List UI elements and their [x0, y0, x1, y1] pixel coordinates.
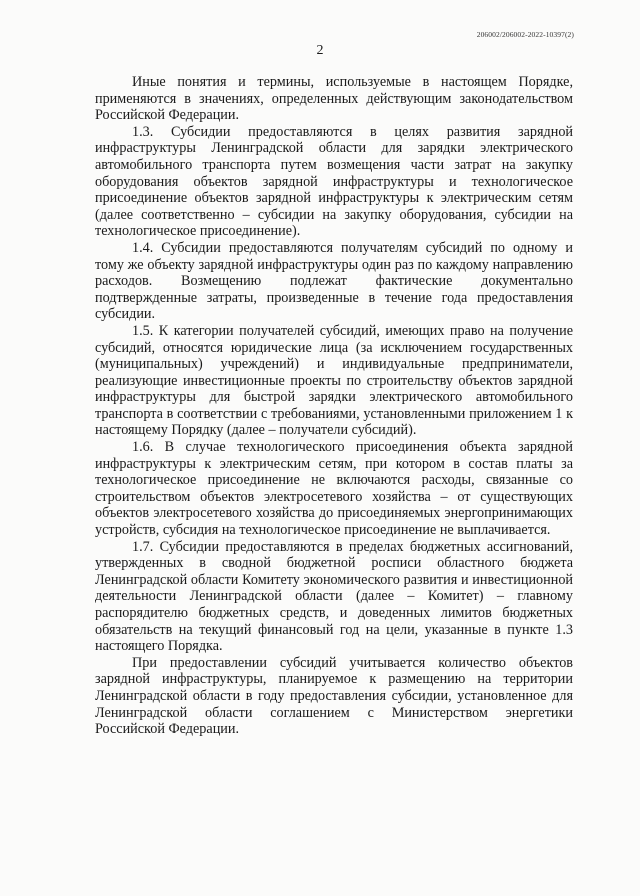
paragraph-infrastructure-count: При предоставлении субсидий учитывается количество объектов зарядной инфраструктуры, планируемое к размещению на территории Ленинградской области в году предоставления субсидии, установленное для Ленинградской области соглашением с Министерством энергетики Российской Федерации. — [95, 654, 573, 738]
paragraph-1-5: 1.5. К категории получателей субсидий, имеющих право на получение субсидий, относятся юридические лица (за исключением государственных (муниципальных) учреждений) и индивидуальные предприниматели, реализующие инвестиционные проекты по строительству объектов зарядной инфраструктуры для быстрой зарядки электрического автомобильного транспорта в соответствии с требованиями, установленными приложением 1 к настоящему Порядку (далее – получатели субсидий). — [95, 322, 573, 439]
paragraph-1-7: 1.7. Субсидии предоставляются в пределах бюджетных ассигнований, утвержденных в сводной бюджетной росписи областного бюджета Ленинградской области Комитету экономического развития и инвестиционной деятельности Ленинградской области (далее – Комитет) – главному распорядителю бюджетных средств, и доведенных лимитов бюджетных обязательств на текущий финансовый год на цели, указанные в пункте 1.3 настоящего Порядка. — [95, 538, 573, 655]
page-number: 2 — [316, 43, 324, 58]
document-id: 206002/206002-2022-10397(2) — [476, 30, 574, 39]
paragraph-1-4: 1.4. Субсидии предоставляются получателям субсидий по одному и тому же объекту зарядной инфраструктуры один раз по каждому направлению расходов. Возмещению подлежат фактические документально подтвержденные затраты, произведенные в течение года предоставления субсидии. — [95, 239, 573, 323]
document-body — [95, 74, 573, 738]
paragraph-terms: Иные понятия и термины, используемые в настоящем Порядке, применяются в значениях, определенных действующим законодательством Российской Федерации. — [95, 74, 573, 124]
paragraph-1-6: 1.6. В случае технологического присоединения объекта зарядной инфраструктуры к электрическим сетям, при котором в состав платы за технологическое присоединение не включаются расходы, связанные со строительством объектов электросетевого хозяйства – от существующих объектов электросетевого хозяйства до присоединяемых энергопринимающих устройств, субсидия на технологическое присоединение не выплачивается. — [95, 439, 573, 539]
paragraph-1-3: 1.3. Субсидии предоставляются в целях развития зарядной инфраструктуры Ленинградской области для зарядки электрического автомобильного транспорта путем возмещения части затрат на закупку оборудования объектов зарядной инфраструктуры и технологическое присоединение объектов зарядной инфраструктуры к электрическим сетям (далее соответственно – субсидии на закупку оборудования, субсидии на технологическое присоединение). — [95, 123, 573, 240]
